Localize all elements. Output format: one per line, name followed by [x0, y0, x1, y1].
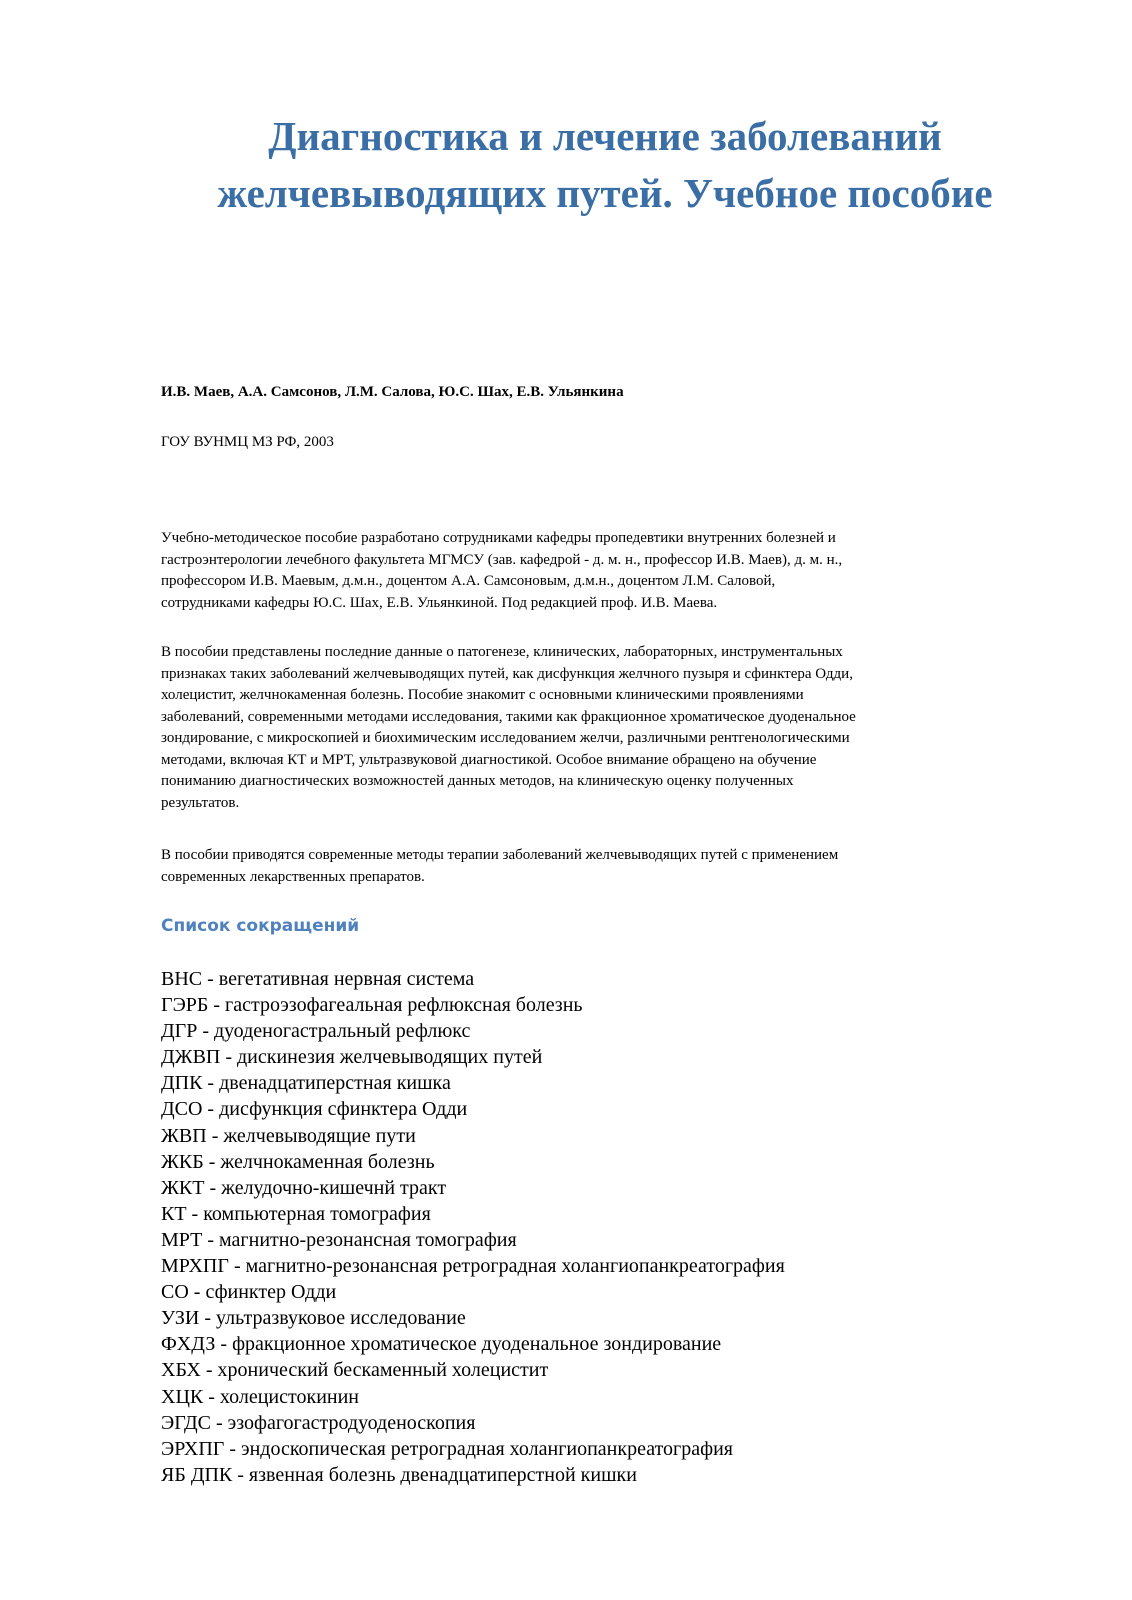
- abbreviation-item: ДСО - дисфункция сфинктера Одди: [161, 1098, 468, 1121]
- document-title: [140, 108, 1070, 222]
- paragraph-line: Учебно-методическое пособие разработано сотрудниками кафедры пропедевтики внутренних болезней и: [161, 530, 836, 546]
- paragraph-contents: [161, 642, 1061, 814]
- paragraph-therapy: [161, 845, 1061, 888]
- abbreviations-heading: Список сокращений: [161, 916, 360, 936]
- abbreviation-item: ДПК - двенадцатиперстная кишка: [161, 1072, 451, 1095]
- abbreviation-item: ХЦК - холецистокинин: [161, 1385, 360, 1408]
- abbreviation-item: КТ - компьютерная томография: [161, 1202, 431, 1225]
- abbreviation-item: ВНС - вегетативная нервная система: [161, 968, 475, 990]
- abbreviation-item: ГЭРБ - гастроэзофагеальная рефлюксная болезнь: [161, 994, 583, 1017]
- paragraph-line: пониманию диагностических возможностей данных методов, на клиническую оценку полученных: [161, 773, 794, 789]
- authors-line: И.В. Маев, А.А. Самсонов, Л.М. Салова, Ю.С. Шах, Е.В. Ульянкина: [161, 384, 624, 400]
- paragraph-line: В пособии представлены последние данные о патогенезе, клинических, лабораторных, инструментальных: [161, 644, 843, 660]
- paragraph-line: признаках таких заболеваний желчевыводящих путей, как дисфункция желчного пузыря и сфинктера Одди,: [161, 665, 853, 682]
- abbreviation-item: УЗИ - ультразвуковое исследование: [161, 1307, 466, 1330]
- abbreviation-item: ХБХ - хронический бескаменный холецистит: [161, 1359, 549, 1382]
- abbreviation-item: ДГР - дуоденогастральный рефлюкс: [161, 1020, 471, 1043]
- abbreviation-item: МРХПГ - магнитно-резонансная ретроградная холангиопанкреатография: [161, 1255, 785, 1278]
- abbreviations-list: [161, 966, 785, 1488]
- paragraph-line: гастроэнтерологии лечебного факультета МГМСУ (зав. кафедрой - д. м. н., профессор И.В. Маев), д. м. н.,: [161, 551, 843, 568]
- paragraph-line: холецистит, желчнокаменная болезнь. Пособие знакомит с основными клиническими проявлениями: [161, 687, 804, 703]
- paragraph-line: профессором И.В. Маевым, д.м.н., доцентом А.А. Самсоновым, д.м.н., доцентом Л.М. Саловой,: [161, 573, 776, 589]
- paragraph-line: методами, включая КТ и МРТ, ультразвуковой диагностикой. Особое внимание обращено на обучение: [161, 751, 817, 768]
- abbreviation-item: СО - сфинктер Одди: [161, 1281, 337, 1304]
- paragraph-line: результатов.: [161, 794, 240, 811]
- paragraph-line: заболеваний, современными методами исследования, такими как фракционное хроматическое дуоденальное: [161, 708, 856, 725]
- title-line: Диагностика и лечение заболеваний: [268, 113, 942, 159]
- paragraph-line: сотрудниками кафедры Ю.С. Шах, Е.В. Ульянкиной. Под редакцией проф. И.В. Маева.: [161, 594, 718, 611]
- abbreviation-item: ДЖВП - дискинезия желчевыводящих путей: [161, 1046, 543, 1069]
- title-line: желчевыводящих путей. Учебное пособие: [217, 170, 993, 216]
- abbreviation-item: ЭГДС - эзофагогастродуоденоскопия: [161, 1411, 476, 1434]
- abbreviation-item: ЯБ ДПК - язвенная болезнь двенадцатиперстной кишки: [161, 1463, 637, 1486]
- paragraph-development: [161, 528, 1061, 614]
- paragraph-line: В пособии приводятся современные методы терапии заболеваний желчевыводящих путей с применением: [161, 847, 839, 863]
- abbreviation-item: ФХДЗ - фракционное хроматическое дуоденальное зондирование: [161, 1333, 722, 1356]
- paragraph-line: зондирование, с микроскопией и биохимическим исследованием желчи, различными рентгенологическими: [161, 730, 850, 746]
- abbreviation-item: ЭРХПГ - эндоскопическая ретроградная холангиопанкреатография: [161, 1437, 734, 1460]
- abbreviation-item: ЖКТ - желудочно-кишечнй тракт: [161, 1176, 447, 1199]
- abbreviation-item: ЖКБ - желчнокаменная болезнь: [161, 1150, 435, 1173]
- abbreviation-item: МРТ - магнитно-резонансная томография: [161, 1228, 517, 1251]
- abbreviation-item: ЖВП - желчевыводящие пути: [161, 1124, 416, 1147]
- paragraph-line: современных лекарственных препаратов.: [161, 868, 425, 885]
- publisher-line: ГОУ ВУНМЦ МЗ РФ, 2003: [161, 434, 334, 450]
